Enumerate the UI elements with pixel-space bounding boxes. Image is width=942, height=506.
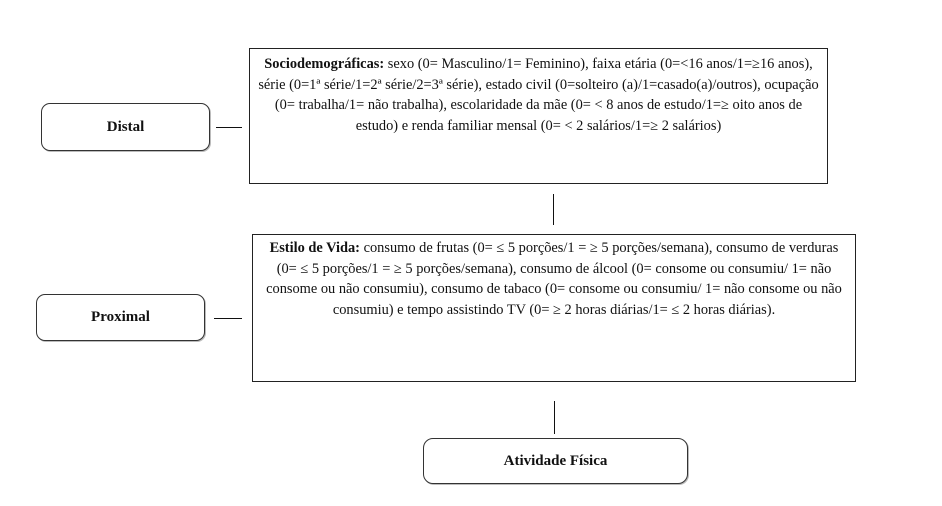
distal-title: Sociodemográficas:: [264, 56, 385, 72]
proximal-level-box: [36, 294, 205, 341]
outcome-box: [423, 438, 688, 484]
distal-text: sexo (0= Masculino/1= Feminino), faixa etária (0=<16 anos/1=≥16 anos), série (0=1ª série/1=2ª série/2=3ª série), estado civil (0=solteiro (a)/1=casado(a)/outros), ocupação (0= trabalha/1= não trabalha), escolaridade da mãe (0= < 8 anos de estudo/1=≥ oito anos de estudo) e renda familiar mensal (0= < 2 salários/1=≥ 2 salários): [258, 56, 819, 134]
proximal-description-box: [252, 234, 856, 382]
distal-level-label: Distal: [106, 118, 145, 135]
proximal-level-label: Proximal: [91, 309, 150, 325]
proximal-text: consumo de frutas (0= ≤ 5 porções/1 = ≥ 5 porções/semana), consumo de verduras (0= ≤ 5 porções/1 = ≥ 5 porções/semana), consumo de álcool (0= consome ou consumiu/ 1= não consome ou não consumiu), consumo de tabaco (0= consome ou consumiu/ 1= não consome ou não consumiu) e tempo assistindo TV (0= ≥ 2 horas diárias/1= ≤ 2 horas diárias).: [266, 240, 842, 318]
outcome-label: Atividade Física: [503, 452, 608, 469]
distal-connector: [216, 127, 242, 128]
distal-level-box: [41, 103, 210, 151]
distal-to-proximal-connector: [553, 194, 554, 225]
proximal-connector: [214, 318, 242, 319]
proximal-title: Estilo de Vida:: [269, 240, 360, 256]
proximal-to-outcome-connector: [554, 401, 555, 434]
distal-description-box: [249, 48, 828, 184]
